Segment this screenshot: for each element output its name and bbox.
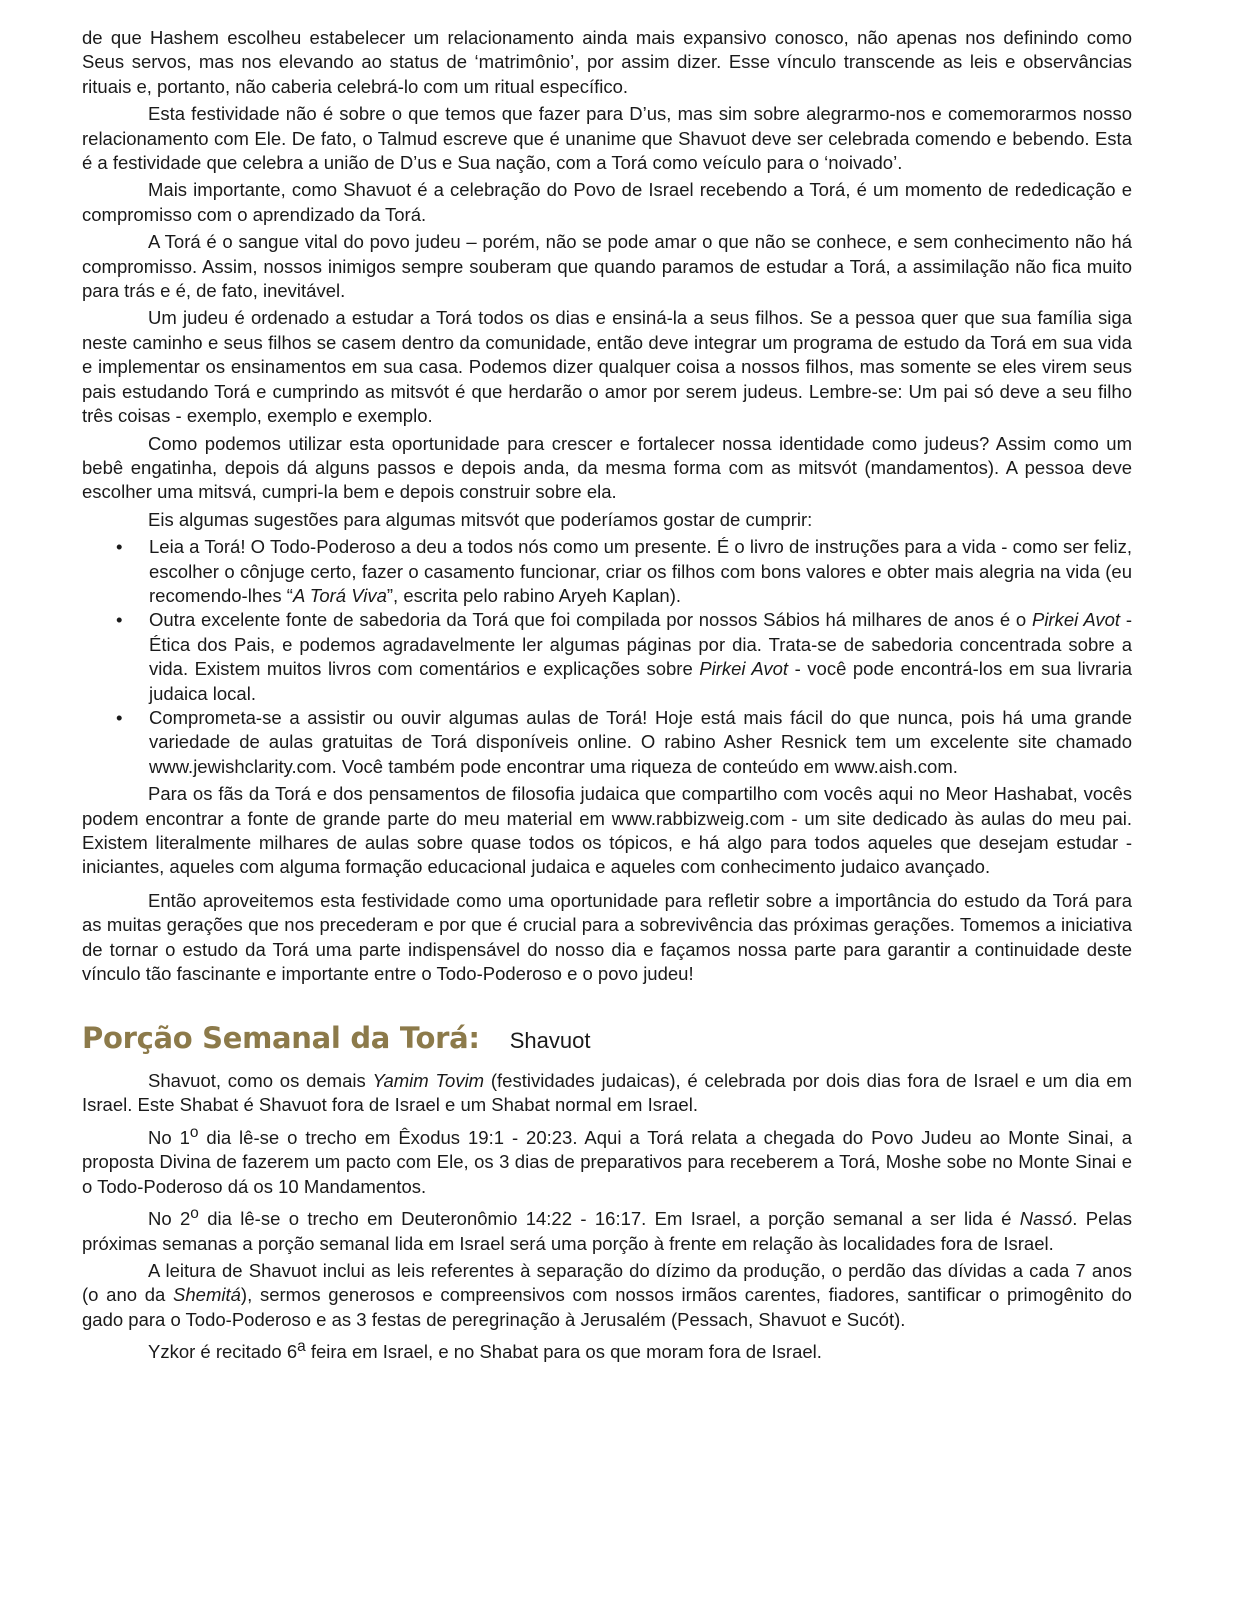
- list-item: [82, 535, 1132, 608]
- text-run: Comprometa-se a assistir ou ouvir algumas aulas de Torá! Hoje está mais fácil do que nunca, pois há uma grande variedade de aulas gratuitas de Torá disponíveis online. O rabino Asher Resnick tem um excelente site chamado www.jewishclarity.com. Você também pode encontrar uma riqueza de conteúdo em www.aish.com.: [149, 706, 1132, 777]
- ordinal-mark: a: [297, 1338, 306, 1356]
- ordinal-mark: o: [190, 1205, 199, 1223]
- text-run: feira em Israel, e no Shabat para os que moram fora de Israel.: [305, 1341, 822, 1363]
- paragraph: Para os fãs da Torá e dos pensamentos de filosofia judaica que compartilho com vocês aqui no Meor Hashabat, vocês podem encontrar a fonte de grande parte do meu material em www.rabbizweig.com - um site dedicado às aulas do meu pai. Existem literalmente milhares de aulas sobre quase todos os tópicos, e há algo para todos aqueles que desejam estudar - iniciantes, aqueles com alguma formação educacional judaica e aqueles com conhecimento judaico avançado.: [82, 783, 1132, 878]
- document-page: [82, 26, 1132, 1365]
- book-title: Pirkei Avot: [1031, 609, 1121, 631]
- text-run: A leitura de Shavuot inclui as leis referentes à separação do dízimo da produção, o perdão das dívidas a cada 7 anos (o ano da: [82, 1260, 1132, 1306]
- paragraph: [82, 1202, 1132, 1256]
- paragraph: [82, 1121, 1132, 1199]
- paragraph: Então aproveitemos esta festividade como uma oportunidade para refletir sobre a importância do estudo da Torá para as muitas gerações que nos precederam e por que é crucial para a sobrevivência das próximas gerações. Tomemos a iniciativa de tornar o estudo da Torá uma parte indispensável do nosso dia e façamos nossa parte para garantir a continuidade deste vínculo tão fascinante e importante entre o Todo-Poderoso e o povo judeu!: [82, 889, 1132, 985]
- text-run: Leia a Torá! O Todo-Poderoso a deu a todos nós como um presente. É o livro de instruções para a vida - como ser feliz, escolher o cônjuge certo, fazer o casamento funcionar, criar os filhos com bons valores e obter mais alegria na vida (eu recomendo-lhes “: [149, 536, 1132, 606]
- text-run: dia lê-se o trecho em Deuteronômio 14:22 - 16:17. Em Israel, a porção semanal a ser lida é: [198, 1208, 1020, 1230]
- paragraph: [82, 1335, 1132, 1365]
- text-run: Shavuot, como os demais: [148, 1069, 373, 1091]
- book-title: A Torá Viva: [292, 584, 387, 606]
- text-run: ), sermos generosos e compreensivos com nossos irmãos carentes, fiadores, santificar o primogênito do gado para o Todo-Poderoso e as 3 festas de peregrinação à Jerusalém (Pessach, Shavuot e Sucót).: [82, 1284, 1132, 1330]
- text-run: (festividades judaicas), é celebrada por dois dias fora de Israel e um dia em Israel. Este Shabat é Shavuot fora de Israel e um Shabat normal em Israel.: [82, 1069, 1132, 1116]
- bullet-icon: •: [116, 536, 123, 558]
- term: Shemitá: [173, 1284, 241, 1306]
- text-run: Outra excelente fonte de sabedoria da Torá que foi compilada por nossos Sábios há milhares de anos é o: [149, 609, 1032, 631]
- term: Yamim Tovim: [372, 1069, 485, 1091]
- paragraph: Um judeu é ordenado a estudar a Torá todos os dias e ensiná-la a seus filhos. Se a pessoa quer que sua família siga neste caminho e seus filhos se casem dentro da comunidade, então deve integrar um programa de estudo da Torá em sua vida e implementar os ensinamentos em sua casa. Podemos dizer qualquer coisa a nossos filhos, mas somente se eles virem seus pais estudando Torá e cumprindo as mitsvót é que herdarão o amor por serem judeus. Lembre-se: Um pai só deve a seu filho três coisas - exemplo, exemplo e exemplo.: [82, 307, 1132, 427]
- section-subtitle: Shavuot: [509, 1028, 591, 1054]
- paragraph: de que Hashem escolheu estabelecer um relacionamento ainda mais expansivo conosco, não apenas nos definindo como Seus servos, mas nos elevando ao status de ‘matrimônio’, por assim dizer. Esse vínculo transcende as leis e observâncias rituais e, portanto, não caberia celebrá-lo com um ritual específico.: [82, 27, 1132, 97]
- text-run: No 2: [148, 1208, 191, 1230]
- section-title: Porção Semanal da Torá:: [82, 1021, 480, 1056]
- ordinal-mark: o: [189, 1123, 199, 1141]
- text-run: ”, escrita pelo rabino Aryeh Kaplan).: [386, 584, 681, 606]
- paragraph: A Torá é o sangue vital do povo judeu – porém, não se pode amar o que não se conhece, e sem conhecimento não há compromisso. Assim, nossos inimigos sempre souberam que quando paramos de estudar a Torá, a assimilação não fica muito para trás e é, de fato, inevitável.: [82, 231, 1132, 302]
- paragraph: [82, 1259, 1132, 1332]
- text-run: No 1: [148, 1126, 190, 1148]
- paragraph: [82, 1069, 1132, 1118]
- text-run: . Pelas próximas semanas a porção semanal lida em Israel será uma porção à frente em relação às localidades fora de Israel.: [82, 1208, 1133, 1254]
- suggestion-list: [82, 535, 1132, 779]
- paragraph: Esta festividade não é sobre o que temos que fazer para D’us, mas sim sobre alegrarmo-nos e comemorarmos nosso relacionamento com Ele. De fato, o Talmud escreve que é unanime que Shavuot deve ser celebrada comendo e bebendo. Esta é a festividade que celebra a união de D’us e Sua nação, com a Torá como veículo para o ‘noivado’.: [82, 103, 1132, 174]
- term: Nassó: [1019, 1208, 1073, 1230]
- paragraph: Mais importante, como Shavuot é a celebração do Povo de Israel recebendo a Torá, é um momento de rededicação e compromisso com o aprendizado da Torá.: [82, 179, 1132, 225]
- bullet-icon: •: [116, 609, 123, 631]
- text-run: - você pode encontrá-los em sua livraria judaica local.: [149, 658, 1132, 704]
- section-heading: [82, 1021, 1132, 1056]
- list-item: [82, 706, 1132, 779]
- bullet-icon: •: [116, 706, 123, 728]
- paragraph: Eis algumas sugestões para algumas mitsvót que poderíamos gostar de cumprir:: [148, 508, 813, 530]
- book-title: Pirkei Avot: [699, 658, 789, 680]
- text-run: - Ética dos Pais, e podemos agradavelmente ler algumas páginas por dia. Trata-se de sabedoria concentrada sobre a vida. Existem muitos livros com comentários e explicações sobre: [149, 609, 1132, 680]
- text-run: Yzkor é recitado 6: [148, 1341, 298, 1363]
- list-item: [82, 608, 1132, 706]
- paragraph: Como podemos utilizar esta oportunidade para crescer e fortalecer nossa identidade como judeus? Assim como um bebê engatinha, depois dá alguns passos e depois anda, da mesma forma com as mitsvót (mandamentos). A pessoa deve escolher uma mitsvá, cumpri-la bem e depois construir sobre ela.: [82, 432, 1132, 503]
- text-run: dia lê-se o trecho em Êxodus 19:1 - 20:23. Aqui a Torá relata a chegada do Povo Judeu ao Monte Sinai, a proposta Divina de fazerem um pacto com Ele, os 3 dias de preparativos para receberem a Torá, Moshe sobe no Monte Sinai e o Todo-Poderoso dá os 10 Mandamentos.: [82, 1126, 1132, 1197]
